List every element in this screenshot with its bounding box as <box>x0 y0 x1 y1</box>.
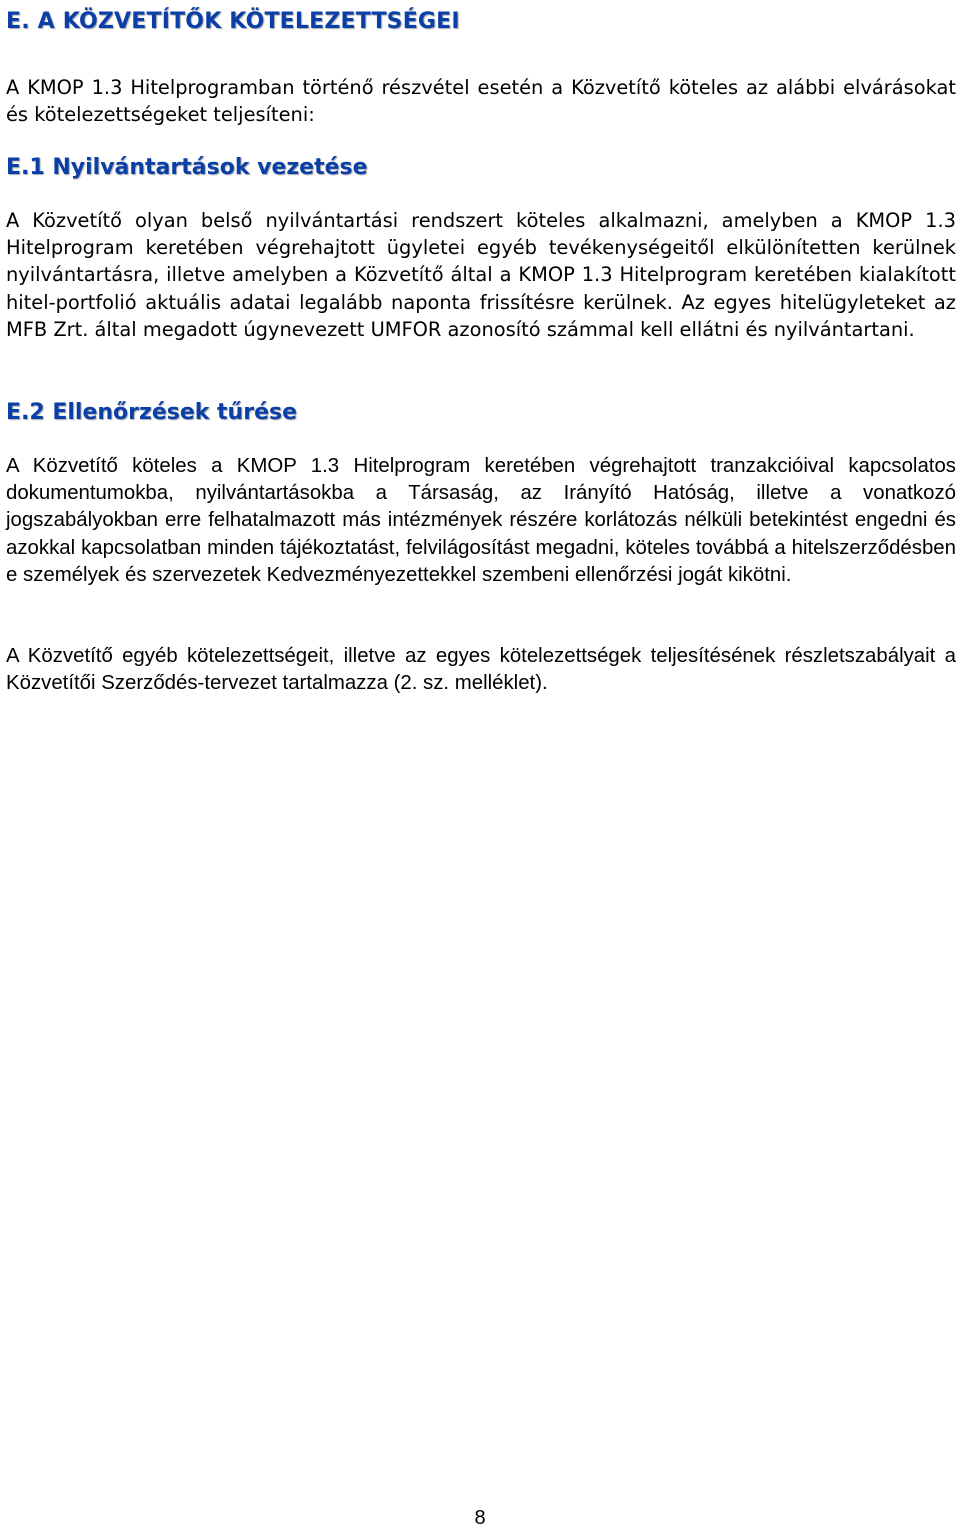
section-e2-paragraph: A Közvetítő köteles a KMOP 1.3 Hitelprogram keretében végrehajtott tranzakcióival kapcsolatos dokumentumokba, nyilvántartásokba a Társaság, az Irányító Hatóság, illetve a vonatkozó jogszabályokban erre felhatalmazott más intézmények részére korlátozás nélküli betekintést engedni és azokkal kapcsolatban minden tájékoztatást, felvilágosítást megadni, köteles továbbá a hitelszerződésben e személyek és szervezetek Kedvezményezettekkel szembeni ellenőrzési jogát kikötni. <box>6 455 956 586</box>
document-title: E. A KÖZVETÍTŐK KÖTELEZETTSÉGEI <box>6 9 460 34</box>
section-heading-e1: E.1 Nyilvántartások vezetése <box>6 155 368 180</box>
section-heading-e2: E.2 Ellenőrzések tűrése <box>6 400 298 425</box>
section-e1-paragraph: A Közvetítő olyan belső nyilvántartási rendszert köteles alkalmazni, amelyben a KMOP 1.3 Hitelprogram keretében végrehajtott ügyletei egyéb tevékenységeitől elkülönítetten kerülnek nyilvántartásra, illetve amelyben a Közvetítő által a KMOP 1.3 Hitelprogram keretében kialakított hitel-portfolió aktuális adatai legalább naponta frissítésre kerülnek. Az egyes hitelügyleteket az MFB Zrt. által megadott úgynevezett UMFOR azonosító számmal kell ellátni és nyilvántartani. <box>6 209 956 341</box>
page-number: 8 <box>474 1507 486 1529</box>
intro-paragraph: A KMOP 1.3 Hitelprogramban történő részvétel esetén a Közvetítő köteles az alábbi elvárásokat és kötelezettségeket teljesíteni: <box>6 76 956 127</box>
section-e2-closing-paragraph: A Közvetítő egyéb kötelezettségeit, illetve az egyes kötelezettségek teljesítésének részletszabályait a Közvetítői Szerződés-tervezet tartalmazza (2. sz. melléklet). <box>6 645 956 695</box>
